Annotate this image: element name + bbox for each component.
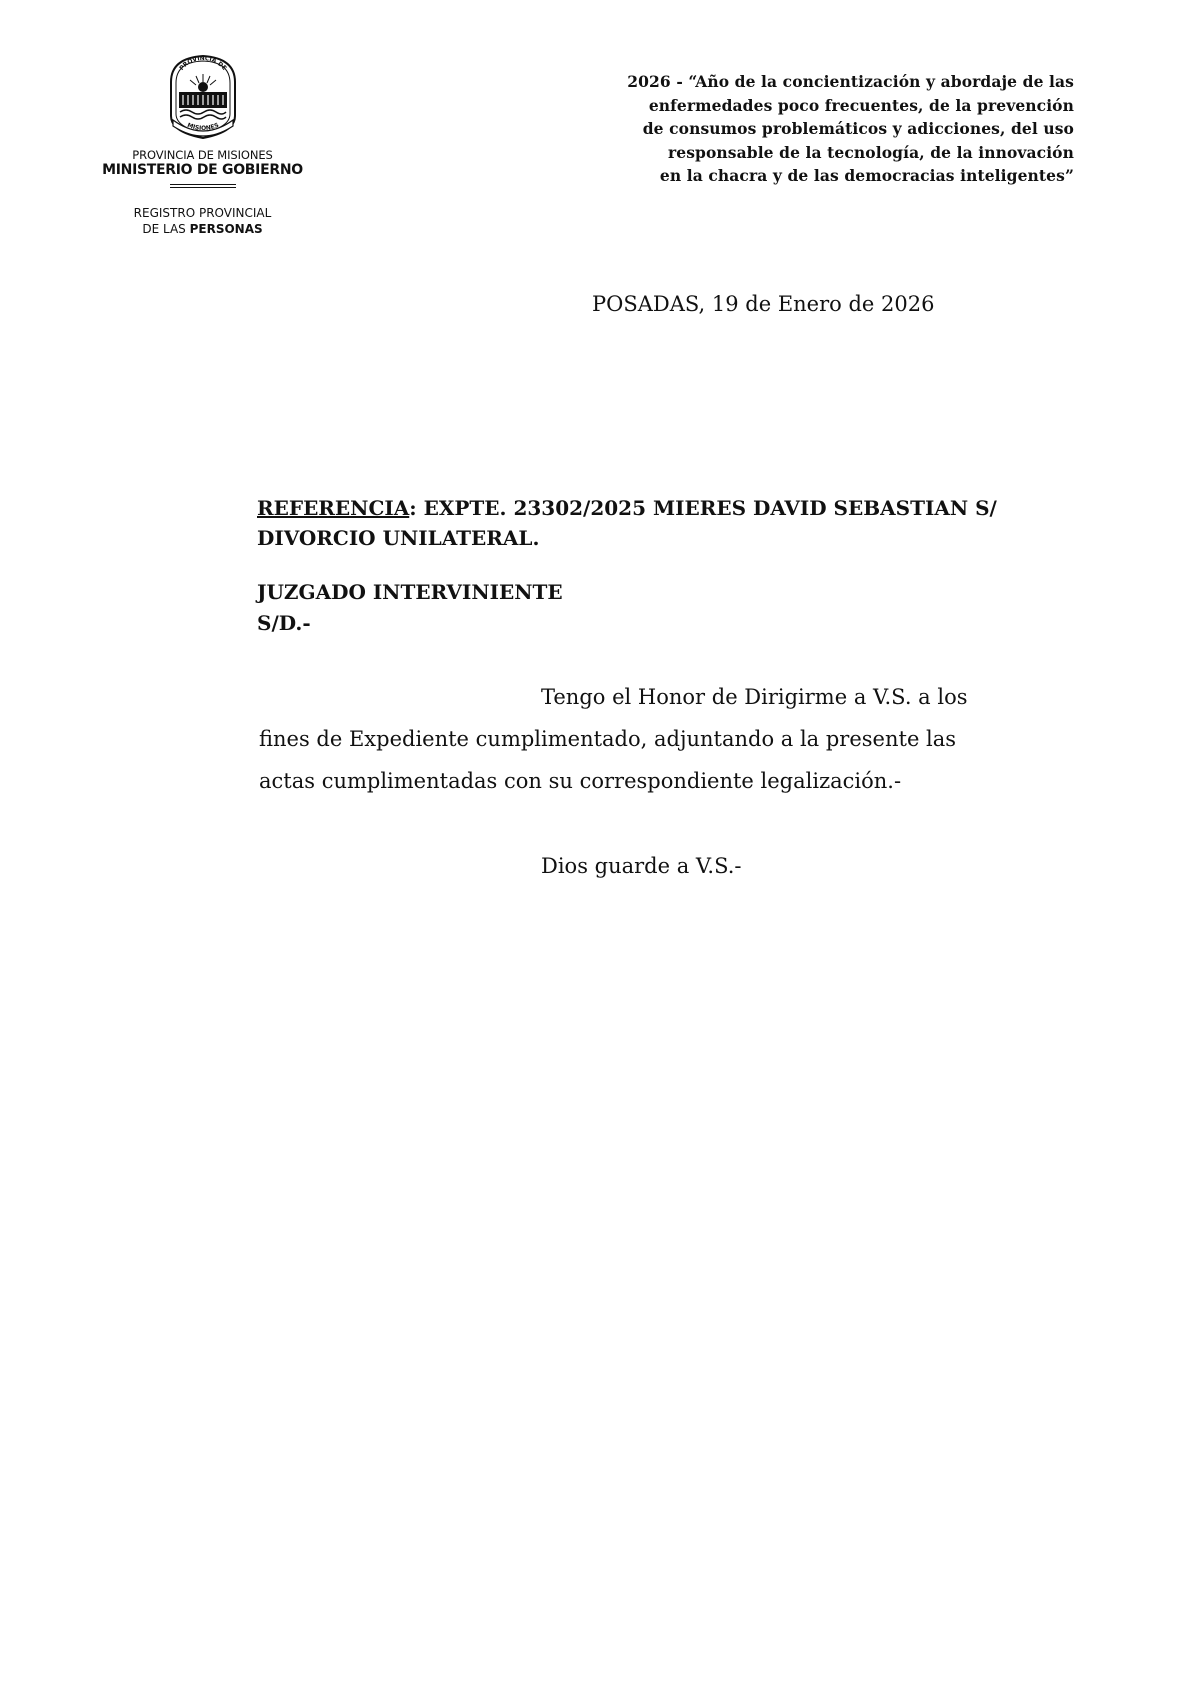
provincial-seal-icon (163, 52, 243, 142)
recipient-address: S/D.- (257, 611, 311, 635)
body-line: fines de Expediente cumplimentado, adjuntando a la presente las (259, 727, 957, 751)
reference-block (257, 493, 1097, 553)
motto-line: 2026 - “Año de la concientización y abordaje de las (627, 72, 1074, 91)
department-name-line2 (80, 221, 325, 237)
letterhead (80, 52, 325, 237)
letterhead-divider (170, 184, 236, 188)
motto-line: en la chacra y de las democracias inteligentes” (659, 166, 1074, 185)
organization-name: PROVINCIA DE MISIONES (132, 148, 273, 162)
reference-label: REFERENCIA (257, 496, 410, 520)
closing-salutation: Dios guarde a V.S.- (541, 854, 742, 878)
reference-line2: DIVORCIO UNILATERAL. (257, 526, 540, 550)
department-name-line1: REGISTRO PROVINCIAL (133, 206, 272, 220)
year-motto (514, 70, 1074, 188)
letter-body (259, 676, 1079, 802)
department-name-prefix: DE LAS (142, 222, 190, 236)
seal-bottom-text: MISIONES (185, 121, 220, 133)
reference-line1 (257, 493, 1097, 523)
recipient-name: JUZGADO INTERVINIENTE (257, 580, 563, 604)
reference-case: : EXPTE. 23302/2025 MIERES DAVID SEBASTIAN S/ (409, 496, 997, 520)
department-name-bold: PERSONAS (189, 222, 263, 236)
motto-line: responsable de la tecnología, de la innovación (667, 142, 1074, 162)
recipient-block (257, 577, 563, 639)
body-line: actas cumplimentadas con su correspondiente legalización.- (259, 769, 902, 793)
motto-line: enfermedades poco frecuentes, de la prevención (648, 95, 1074, 115)
seal-top-text: PROVINCIA DE (177, 54, 228, 72)
ministry-name: MINISTERIO DE GOBIERNO (102, 162, 303, 178)
body-line: Tengo el Honor de Dirigirme a V.S. a los (541, 685, 968, 709)
motto-line: de consumos problemáticos y adicciones, del uso (642, 119, 1074, 138)
document-date: POSADAS, 19 de Enero de 2026 (592, 292, 935, 316)
